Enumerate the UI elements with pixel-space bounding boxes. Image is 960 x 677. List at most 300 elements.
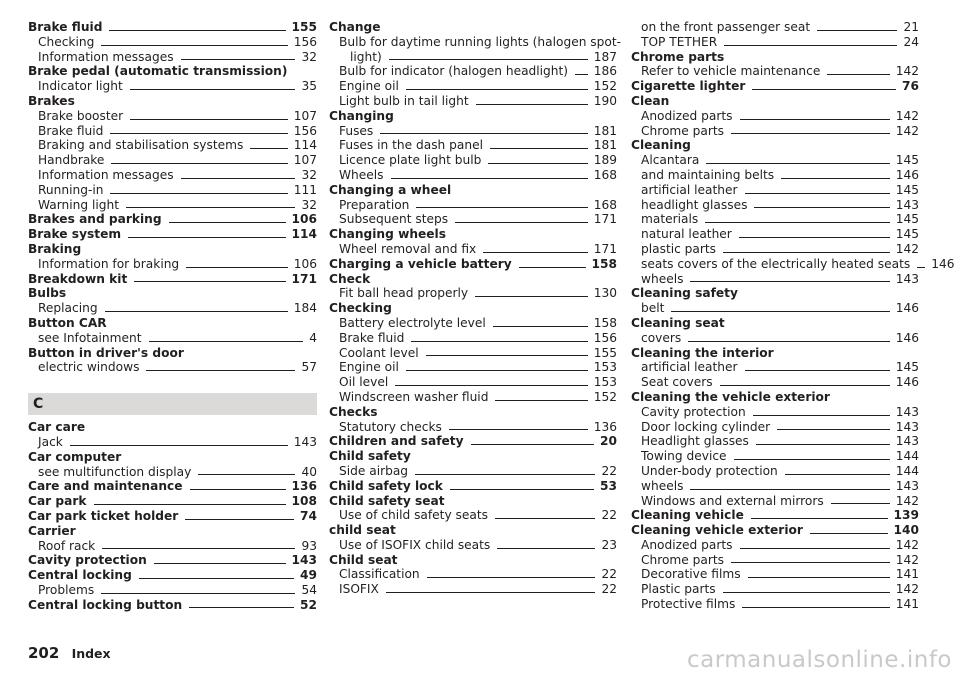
page-reference: 107 <box>293 153 317 168</box>
index-column-2 <box>329 20 622 597</box>
page-reference: 35 <box>301 79 317 94</box>
entry-label: TOP TETHER <box>641 34 718 49</box>
entry-label: Fit ball head properly <box>339 286 469 301</box>
entry-label: Brake booster <box>38 108 124 123</box>
leader-line <box>134 281 285 282</box>
index-subentry <box>631 538 919 553</box>
entry-label: Fuses <box>339 123 374 138</box>
page-reference: 146 <box>895 375 919 390</box>
page-reference: 143 <box>895 434 919 449</box>
entry-label: Children and safety <box>329 434 464 449</box>
index-subentry <box>28 539 317 554</box>
leader-line <box>455 222 588 223</box>
leader-line <box>751 518 888 519</box>
index-entry <box>28 450 317 465</box>
leader-line <box>186 267 288 268</box>
entry-label: Replacing <box>38 301 98 316</box>
entry-label: Seat covers <box>641 375 713 390</box>
index-subentry <box>329 538 617 553</box>
index-entry <box>631 50 919 65</box>
index-entry <box>28 316 317 331</box>
index-subentry <box>631 494 919 509</box>
page-reference: 143 <box>293 434 317 449</box>
entry-label: Change <box>329 20 381 34</box>
page-reference: 143 <box>895 197 919 212</box>
index-subentry <box>329 79 617 94</box>
entry-label: Car computer <box>28 449 122 464</box>
entry-label: Changing a wheel <box>329 182 452 197</box>
index-entry <box>28 227 317 242</box>
page-reference: 142 <box>895 123 919 138</box>
entry-label: Button in driver's door <box>28 345 184 360</box>
leader-line <box>810 533 888 534</box>
leader-line <box>740 119 890 120</box>
entry-label: seats covers of the electrically heated seats <box>641 256 911 271</box>
index-subentry <box>631 331 919 346</box>
entry-label: Refer to vehicle maintenance <box>641 64 821 79</box>
page-reference: 136 <box>291 479 317 494</box>
leader-line <box>198 474 295 475</box>
index-subentry <box>631 479 919 494</box>
index-subentry <box>329 34 622 50</box>
leader-line <box>671 311 889 312</box>
page-reference: 106 <box>291 212 317 227</box>
entry-label: Checks <box>329 404 378 419</box>
entry-label: Brake pedal (automatic transmission) <box>28 64 288 79</box>
entry-label: materials <box>641 212 699 227</box>
index-subentry <box>329 153 617 168</box>
entry-label: Wheel removal and fix <box>339 241 477 256</box>
entry-label: Brakes <box>28 93 75 108</box>
leader-line <box>483 252 588 253</box>
leader-line <box>110 133 287 134</box>
leader-line <box>149 341 304 342</box>
page-reference: 158 <box>591 256 617 271</box>
leader-line <box>575 74 588 75</box>
entry-label: see multifunction display <box>38 464 192 479</box>
index-entry <box>329 301 617 316</box>
entry-label: Care and maintenance <box>28 479 183 494</box>
page-reference: 23 <box>601 537 617 552</box>
index-subentry <box>329 420 617 435</box>
index-subentry <box>329 316 617 331</box>
entry-label: Handbrake <box>38 153 105 168</box>
leader-line <box>415 474 595 475</box>
leader-line <box>450 489 594 490</box>
entry-label: Use of ISOFIX child seats <box>339 537 491 552</box>
entry-label: Fuses in the dash panel <box>339 138 483 153</box>
index-entry <box>28 242 317 257</box>
entry-label: Cleaning vehicle exterior <box>631 523 803 538</box>
index-subentry <box>631 64 919 79</box>
index-entry <box>631 94 919 109</box>
index-subentry <box>28 360 317 375</box>
entry-label: Information for braking <box>38 256 180 271</box>
page-reference: 93 <box>301 538 317 553</box>
index-entry <box>28 553 317 568</box>
page-reference: 146 <box>895 330 919 345</box>
page-reference: 32 <box>301 197 317 212</box>
leader-line <box>70 445 288 446</box>
index-subentry <box>329 567 617 582</box>
entry-label: Towing device <box>641 449 727 464</box>
page-reference: 144 <box>895 449 919 464</box>
page-reference: 152 <box>593 79 617 94</box>
index-entry <box>329 434 617 449</box>
leader-line <box>190 489 286 490</box>
entry-label: Cavity protection <box>641 404 746 419</box>
index-entry <box>28 94 317 109</box>
index-subentry <box>329 94 617 109</box>
index-subentry <box>28 301 317 316</box>
entry-label: Carrier <box>28 523 76 538</box>
entry-label: Preparation <box>339 197 410 212</box>
entry-label: Anodized parts <box>641 108 733 123</box>
entry-label: Chrome parts <box>631 49 725 64</box>
page-reference: 4 <box>309 330 317 345</box>
index-subentry <box>329 212 617 227</box>
entry-label: Charging a vehicle battery <box>329 256 512 271</box>
leader-line <box>723 252 890 253</box>
entry-label: Chrome parts <box>641 123 725 138</box>
page-reference: 32 <box>301 49 317 64</box>
entry-label: Cleaning <box>631 138 691 153</box>
page-footer <box>28 644 111 662</box>
page-reference: 145 <box>895 182 919 197</box>
entry-label: wheels <box>641 478 684 493</box>
leader-line <box>395 385 588 386</box>
entry-label: Subsequent steps <box>339 212 449 227</box>
index-subentry <box>28 153 317 168</box>
page-reference: 171 <box>291 271 317 286</box>
index-entry <box>329 227 617 242</box>
index-entry <box>329 449 617 464</box>
page-reference: 106 <box>293 256 317 271</box>
leader-line <box>827 74 889 75</box>
index-subentry <box>329 138 617 153</box>
page-reference: 156 <box>593 330 617 345</box>
leader-line <box>745 370 890 371</box>
index-column-3 <box>631 20 955 612</box>
leader-line <box>720 385 890 386</box>
index-entry <box>329 405 617 420</box>
index-entry <box>329 272 617 287</box>
leader-line <box>109 30 285 31</box>
page-reference: 22 <box>601 582 617 597</box>
page-reference: 107 <box>293 108 317 123</box>
entry-label: Information messages <box>38 167 174 182</box>
entry-label: Central locking <box>28 568 132 583</box>
entry-label: Brake system <box>28 227 122 242</box>
index-subentry <box>28 168 317 183</box>
index-entry <box>28 568 317 583</box>
page-reference: 22 <box>601 508 617 523</box>
page-reference: 158 <box>593 315 617 330</box>
index-subentry <box>631 405 919 420</box>
index-subentry <box>631 124 919 139</box>
index-entry <box>631 286 919 301</box>
entry-label: Plastic parts <box>641 582 716 597</box>
index-subentry <box>28 109 317 124</box>
index-entry <box>329 20 617 35</box>
leader-line <box>742 607 889 608</box>
leader-line <box>426 355 588 356</box>
index-entry <box>28 212 317 227</box>
entry-label: Classification <box>339 567 420 582</box>
entry-label: Decorative films <box>641 567 741 582</box>
index-entry <box>329 553 617 568</box>
entry-label: Light bulb in tail light <box>339 93 469 108</box>
page-reference: 142 <box>895 493 919 508</box>
index-subentry <box>631 242 919 257</box>
index-subentry <box>28 435 317 450</box>
leader-line <box>739 237 890 238</box>
page-reference: 145 <box>895 360 919 375</box>
leader-line <box>734 459 890 460</box>
section-letter-header: C <box>28 393 317 415</box>
page-reference: 168 <box>593 167 617 182</box>
index-subentry <box>631 272 919 287</box>
index-entry <box>329 479 617 494</box>
entry-label: Engine oil <box>339 79 399 94</box>
page-reference: 57 <box>301 360 317 375</box>
entry-label: ISOFIX <box>339 582 379 597</box>
leader-line <box>380 133 587 134</box>
entry-label: Battery electrolyte level <box>339 315 486 330</box>
entry-label: Coolant level <box>339 345 419 360</box>
entry-label: Use of child safety seats <box>339 508 488 523</box>
leader-line <box>181 59 296 60</box>
entry-label: Jack <box>38 434 63 449</box>
index-subentry <box>329 242 617 257</box>
entry-label: Car park ticket holder <box>28 508 179 523</box>
leader-line <box>128 237 285 238</box>
entry-label: Warning light <box>38 197 119 212</box>
entry-label: headlight glasses <box>641 197 748 212</box>
entry-label: Brake fluid <box>28 20 103 34</box>
page-reference: 181 <box>593 123 617 138</box>
entry-label: Cleaning seat <box>631 315 725 330</box>
leader-line <box>495 518 595 519</box>
leader-line <box>748 577 890 578</box>
leader-line <box>731 133 890 134</box>
index-subentry <box>631 360 919 375</box>
index-subentry <box>329 64 617 79</box>
page-reference: 171 <box>593 241 617 256</box>
index-entry <box>329 183 617 198</box>
page-reference: 139 <box>893 508 919 523</box>
page-reference: 53 <box>600 478 617 493</box>
entry-label: Clean <box>631 93 670 108</box>
leader-line <box>745 193 890 194</box>
entry-label: Braking <box>28 241 82 256</box>
index-subentry <box>631 212 919 227</box>
entry-label: Side airbag <box>339 463 409 478</box>
index-subentry <box>631 434 919 449</box>
entry-label: Alcantara <box>641 153 700 168</box>
index-subentry <box>631 375 919 390</box>
entry-label: Under-body protection <box>641 463 778 478</box>
entry-label: Indicator light <box>38 79 123 94</box>
entry-label: Engine oil <box>339 360 399 375</box>
leader-line <box>406 370 588 371</box>
page-reference: 32 <box>301 167 317 182</box>
leader-line <box>449 429 588 430</box>
index-subentry <box>329 508 617 523</box>
entry-label: Central locking button <box>28 597 183 612</box>
leader-line <box>189 607 294 608</box>
index-entry <box>631 316 919 331</box>
page-reference: 111 <box>293 182 317 197</box>
entry-label: Cleaning the interior <box>631 345 774 360</box>
index-subentry <box>28 257 317 272</box>
entry-label: Running-in <box>38 182 104 197</box>
leader-line <box>493 326 588 327</box>
page-reference: 142 <box>895 64 919 79</box>
entry-label: Bulbs <box>28 286 67 301</box>
entry-label: Anodized parts <box>641 537 733 552</box>
page-reference: 142 <box>895 241 919 256</box>
page-reference: 146 <box>895 301 919 316</box>
index-entry <box>28 20 317 35</box>
index-entry <box>631 138 919 153</box>
index-subentry <box>28 138 317 153</box>
entry-label: see Infotainment <box>38 330 142 345</box>
leader-line <box>139 578 294 579</box>
leader-line <box>754 207 889 208</box>
entry-label: artificial leather <box>641 182 738 197</box>
entry-label: Child safety lock <box>329 478 443 493</box>
entry-label: Windows and external mirrors <box>641 493 824 508</box>
index-subentry <box>631 20 919 35</box>
page-reference: 144 <box>895 463 919 478</box>
page-reference: 190 <box>593 93 617 108</box>
entry-label: Check <box>329 271 371 286</box>
index-entry <box>329 494 617 509</box>
entry-label: Checking <box>38 34 95 49</box>
entry-label: Breakdown kit <box>28 271 128 286</box>
page-reference: 168 <box>593 197 617 212</box>
leader-line <box>724 45 897 46</box>
index-entry <box>631 523 919 538</box>
entry-label: plastic parts <box>641 241 717 256</box>
entry-label: Car care <box>28 420 86 435</box>
index-entry <box>631 79 919 94</box>
entry-label: Cigarette lighter <box>631 79 746 94</box>
page-reference: 142 <box>895 537 919 552</box>
page-reference: 76 <box>902 79 919 94</box>
index-entry <box>28 509 317 524</box>
leader-line <box>740 548 890 549</box>
entry-label: Child seat <box>329 552 398 567</box>
leader-line <box>169 222 286 223</box>
entry-label: Button CAR <box>28 315 107 330</box>
entry-label: Roof rack <box>38 538 96 553</box>
entry-label: Cleaning safety <box>631 286 738 301</box>
page-reference: 181 <box>593 138 617 153</box>
page-reference: 145 <box>895 227 919 242</box>
entry-label: Windscreen washer fluid <box>339 389 489 404</box>
entry-label: artificial leather <box>641 360 738 375</box>
page-reference: 142 <box>895 582 919 597</box>
index-entry <box>28 286 317 301</box>
index-subentry <box>28 331 317 346</box>
page-reference: 141 <box>895 567 919 582</box>
index-subentry <box>631 449 919 464</box>
entry-label: Information messages <box>38 49 174 64</box>
index-subentry <box>631 35 919 50</box>
leader-line <box>181 178 296 179</box>
leader-line <box>250 148 287 149</box>
leader-line <box>94 504 286 505</box>
leader-line <box>490 148 588 149</box>
index-subentry <box>631 464 919 479</box>
index-subentry <box>631 183 919 198</box>
watermark: carmanualsonline.info <box>686 647 952 673</box>
leader-line <box>389 59 588 60</box>
page-reference: 40 <box>301 464 317 479</box>
entry-label: Car park <box>28 494 87 509</box>
page-reference: 140 <box>893 523 919 538</box>
index-subentry <box>631 420 919 435</box>
page-reference: 145 <box>895 212 919 227</box>
leader-line <box>690 489 889 490</box>
index-subentry <box>631 567 919 582</box>
page-reference: 143 <box>895 419 919 434</box>
index-entry <box>28 494 317 509</box>
leader-line <box>476 104 588 105</box>
index-column-1 <box>28 20 317 612</box>
index-subentry <box>631 109 919 124</box>
index-entry <box>28 598 317 613</box>
leader-line <box>102 548 295 549</box>
entry-label: Licence plate light bulb <box>339 153 482 168</box>
index-subentry <box>631 301 919 316</box>
entry-label: Headlight glasses <box>641 434 749 449</box>
entry-label: Bulb for indicator (halogen headlight) <box>339 64 569 79</box>
entry-label: Protective films <box>641 597 736 612</box>
leader-line <box>690 281 889 282</box>
page-number: 202 <box>28 644 60 662</box>
page-reference: 114 <box>293 138 317 153</box>
entry-label: Braking and stabilisation systems <box>38 138 244 153</box>
entry-label: Bulb for daytime running lights (halogen spot- <box>339 34 622 49</box>
entry-label: Door locking cylinder <box>641 419 771 434</box>
page-reference: 145 <box>895 153 919 168</box>
page-reference: 108 <box>291 494 317 509</box>
leader-line <box>101 45 287 46</box>
section-name: Index <box>71 646 111 661</box>
leader-line <box>111 163 287 164</box>
leader-line <box>753 415 890 416</box>
page-reference: 152 <box>593 389 617 404</box>
entry-label: Oil level <box>339 375 389 390</box>
entry-label: child seat <box>329 523 396 538</box>
leader-line <box>416 207 587 208</box>
index-entry <box>28 479 317 494</box>
page-reference: 22 <box>601 463 617 478</box>
index-entry <box>28 64 317 79</box>
leader-line <box>831 503 890 504</box>
index-subentry <box>28 124 317 139</box>
index-subentry <box>28 183 317 198</box>
index-entry <box>631 346 919 361</box>
leader-line <box>185 519 294 520</box>
page-reference: 186 <box>593 64 617 79</box>
entry-label: Brakes and parking <box>28 212 162 227</box>
page-reference: 24 <box>903 34 919 49</box>
entry-label: Checking <box>329 301 392 316</box>
